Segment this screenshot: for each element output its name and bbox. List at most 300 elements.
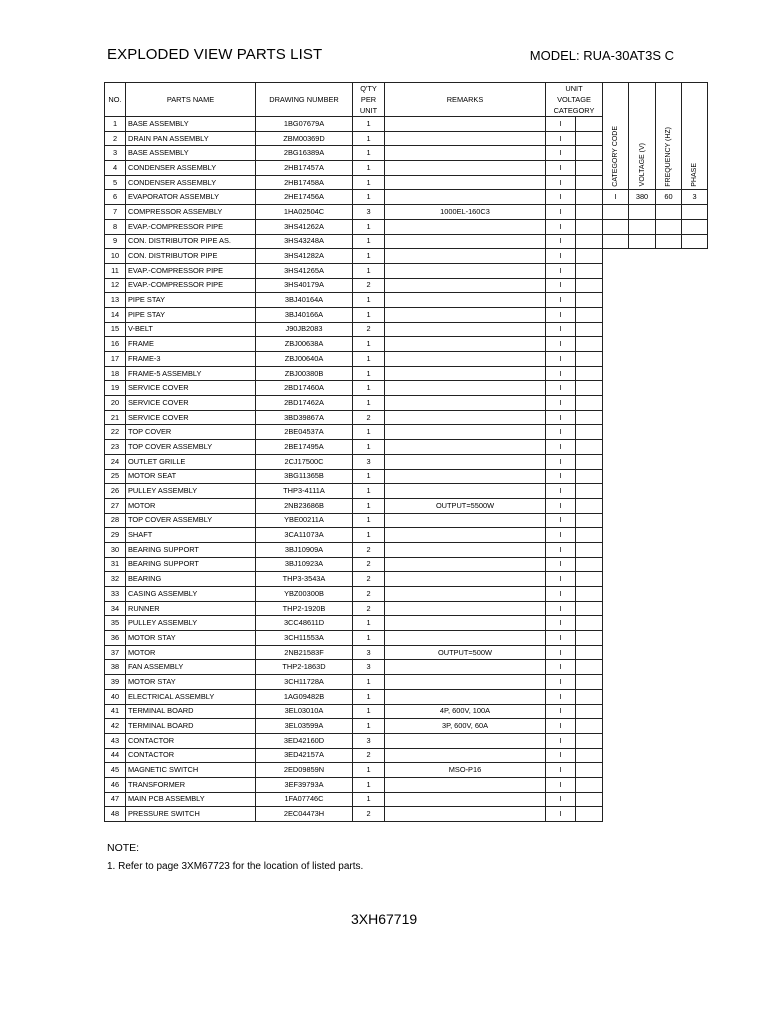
spec-blank-area: [682, 249, 708, 264]
table-row: [105, 263, 708, 278]
row-no: 14: [105, 307, 126, 322]
row-parts-name: SHAFT: [126, 528, 256, 543]
document-number: 3XH67719: [351, 911, 418, 927]
table-row: [105, 557, 708, 572]
row-no: 13: [105, 293, 126, 308]
row-qty: 1: [353, 425, 385, 440]
row-blank-cell: [576, 616, 603, 631]
row-drawing-number: 3BJ10909A: [256, 542, 353, 557]
spec-blank-area: [603, 719, 629, 734]
row-parts-name: OUTLET GRILLE: [126, 454, 256, 469]
spec-blank-area: [682, 396, 708, 411]
spec-blank-area: [682, 454, 708, 469]
spec-blank-area: [603, 498, 629, 513]
spec-blank-area: [603, 675, 629, 690]
row-remarks: [385, 748, 546, 763]
spec-blank-area: [656, 572, 682, 587]
spec-blank-area: [629, 645, 656, 660]
spec-blank-area: [656, 719, 682, 734]
row-remarks: [385, 616, 546, 631]
row-remarks: [385, 469, 546, 484]
spec-blank-area: [656, 542, 682, 557]
table-row: [105, 234, 708, 249]
table-row: [105, 278, 708, 293]
row-no: 32: [105, 572, 126, 587]
spec-blank-area: [682, 440, 708, 455]
header-remarks: REMARKS: [385, 83, 546, 117]
spec-blank-area: [682, 631, 708, 646]
spec-blank-area: [656, 263, 682, 278]
row-qty: 1: [353, 366, 385, 381]
row-parts-name: PIPE STAY: [126, 293, 256, 308]
spec-blank-area: [603, 381, 629, 396]
row-parts-name: FRAME: [126, 337, 256, 352]
spec-blank-area: [656, 396, 682, 411]
row-category: I: [546, 322, 576, 337]
row-qty: 1: [353, 190, 385, 205]
row-category: I: [546, 175, 576, 190]
table-row: [105, 337, 708, 352]
spec-blank-area: [603, 469, 629, 484]
spec-blank-area: [629, 352, 656, 367]
row-no: 46: [105, 777, 126, 792]
row-no: 45: [105, 763, 126, 778]
row-remarks: [385, 807, 546, 822]
spec-blank-area: [629, 278, 656, 293]
spec-header-phase-label: PHASE: [691, 162, 698, 187]
spec-blank-area: [629, 454, 656, 469]
row-blank-cell: [576, 161, 603, 176]
table-row: [105, 454, 708, 469]
row-blank-cell: [576, 146, 603, 161]
spec-blank-area: [682, 719, 708, 734]
spec-header-phase: [682, 83, 708, 190]
row-remarks: [385, 234, 546, 249]
row-drawing-number: ZBM00369D: [256, 131, 353, 146]
table-row: [105, 777, 708, 792]
spec-blank-area: [656, 381, 682, 396]
spec-blank-area: [682, 513, 708, 528]
row-no: 11: [105, 263, 126, 278]
row-category: I: [546, 689, 576, 704]
row-blank-cell: [576, 278, 603, 293]
spec-blank-area: [603, 307, 629, 322]
row-qty: 1: [353, 337, 385, 352]
spec-blank-area: [629, 631, 656, 646]
row-drawing-number: 1HA02504C: [256, 205, 353, 220]
row-remarks: [385, 352, 546, 367]
row-category: I: [546, 733, 576, 748]
row-qty: 2: [353, 807, 385, 822]
table-row: [105, 748, 708, 763]
spec-blank-area: [656, 689, 682, 704]
spec-blank-area: [629, 425, 656, 440]
row-parts-name: BEARING SUPPORT: [126, 557, 256, 572]
row-qty: 1: [353, 131, 385, 146]
spec-value: 380: [629, 190, 656, 205]
row-qty: 1: [353, 631, 385, 646]
row-remarks: [385, 131, 546, 146]
spec-blank-area: [656, 777, 682, 792]
table-row: [105, 396, 708, 411]
row-drawing-number: 3EL03010A: [256, 704, 353, 719]
row-no: 41: [105, 704, 126, 719]
row-category: I: [546, 704, 576, 719]
row-no: 26: [105, 484, 126, 499]
row-qty: 1: [353, 719, 385, 734]
table-row: [105, 322, 708, 337]
row-drawing-number: 3CA11073A: [256, 528, 353, 543]
spec-blank-area: [682, 792, 708, 807]
row-category: I: [546, 792, 576, 807]
row-drawing-number: 3EL03599A: [256, 719, 353, 734]
row-qty: 1: [353, 469, 385, 484]
row-drawing-number: 1BG07679A: [256, 117, 353, 132]
spec-blank-area: [629, 807, 656, 822]
row-drawing-number: 3ED42160D: [256, 733, 353, 748]
spec-blank-area: [656, 469, 682, 484]
row-no: 39: [105, 675, 126, 690]
row-qty: 1: [353, 219, 385, 234]
row-drawing-number: 3HS40179A: [256, 278, 353, 293]
table-header-row: [105, 83, 708, 117]
row-parts-name: ELECTRICAL ASSEMBLY: [126, 689, 256, 704]
row-qty: 1: [353, 513, 385, 528]
row-drawing-number: ZBJ00638A: [256, 337, 353, 352]
row-category: I: [546, 498, 576, 513]
row-qty: 1: [353, 381, 385, 396]
row-blank-cell: [576, 175, 603, 190]
spec-blank-area: [656, 513, 682, 528]
row-category: I: [546, 146, 576, 161]
row-no: 42: [105, 719, 126, 734]
row-parts-name: BASE ASSEMBLY: [126, 117, 256, 132]
spec-blank-area: [656, 704, 682, 719]
row-parts-name: TERMINAL BOARD: [126, 719, 256, 734]
row-blank-cell: [576, 322, 603, 337]
spec-blank-area: [656, 807, 682, 822]
spec-blank-area: [682, 425, 708, 440]
row-qty: 1: [353, 249, 385, 264]
row-qty: 2: [353, 278, 385, 293]
row-qty: 1: [353, 763, 385, 778]
spec-blank-area: [656, 792, 682, 807]
spec-blank-area: [629, 410, 656, 425]
row-drawing-number: 2HB17457A: [256, 161, 353, 176]
row-drawing-number: 3BJ40164A: [256, 293, 353, 308]
spec-blank-area: [682, 528, 708, 543]
row-no: 20: [105, 396, 126, 411]
row-blank-cell: [576, 205, 603, 220]
row-blank-cell: [576, 469, 603, 484]
row-category: I: [546, 161, 576, 176]
spec-empty-cell: [603, 234, 629, 249]
header-drawing-number: DRAWING NUMBER: [256, 83, 353, 117]
row-blank-cell: [576, 293, 603, 308]
row-drawing-number: THP3-4111A: [256, 484, 353, 499]
spec-blank-area: [629, 307, 656, 322]
spec-blank-area: [629, 733, 656, 748]
spec-blank-area: [656, 425, 682, 440]
spec-empty-cell: [603, 219, 629, 234]
row-no: 38: [105, 660, 126, 675]
row-no: 43: [105, 733, 126, 748]
row-blank-cell: [576, 249, 603, 264]
row-drawing-number: 3BJ10923A: [256, 557, 353, 572]
row-drawing-number: 3ED42157A: [256, 748, 353, 763]
row-drawing-number: YBE00211A: [256, 513, 353, 528]
row-remarks: MSO-P16: [385, 763, 546, 778]
row-category: I: [546, 263, 576, 278]
spec-blank-area: [682, 675, 708, 690]
row-no: 36: [105, 631, 126, 646]
spec-blank-area: [629, 660, 656, 675]
table-row: [105, 587, 708, 602]
spec-blank-area: [603, 263, 629, 278]
row-no: 15: [105, 322, 126, 337]
spec-blank-area: [629, 381, 656, 396]
row-no: 48: [105, 807, 126, 822]
table-row: [105, 572, 708, 587]
row-no: 6: [105, 190, 126, 205]
row-category: I: [546, 601, 576, 616]
spec-blank-area: [682, 352, 708, 367]
row-qty: 2: [353, 572, 385, 587]
spec-blank-area: [682, 366, 708, 381]
spec-header-voltage-label: VOLTAGE (V): [638, 143, 646, 187]
spec-blank-area: [629, 542, 656, 557]
row-drawing-number: 3CC48611D: [256, 616, 353, 631]
row-remarks: [385, 777, 546, 792]
row-drawing-number: 3HS43248A: [256, 234, 353, 249]
row-qty: 1: [353, 528, 385, 543]
spec-blank-area: [656, 557, 682, 572]
row-qty: 1: [353, 689, 385, 704]
row-blank-cell: [576, 307, 603, 322]
row-blank-cell: [576, 763, 603, 778]
spec-blank-area: [603, 542, 629, 557]
table-row: [105, 792, 708, 807]
spec-blank-area: [682, 645, 708, 660]
spec-blank-area: [682, 469, 708, 484]
parts-table: [104, 82, 708, 822]
row-parts-name: MOTOR: [126, 645, 256, 660]
table-row: [105, 733, 708, 748]
row-no: 30: [105, 542, 126, 557]
table-row: [105, 498, 708, 513]
spec-empty-cell: [629, 205, 656, 220]
row-category: I: [546, 631, 576, 646]
spec-blank-area: [682, 704, 708, 719]
row-no: 10: [105, 249, 126, 264]
row-blank-cell: [576, 733, 603, 748]
row-category: I: [546, 352, 576, 367]
row-no: 27: [105, 498, 126, 513]
row-no: 23: [105, 440, 126, 455]
row-parts-name: TOP COVER: [126, 425, 256, 440]
spec-blank-area: [656, 440, 682, 455]
row-category: I: [546, 557, 576, 572]
row-qty: 3: [353, 205, 385, 220]
table-row: [105, 469, 708, 484]
row-qty: 3: [353, 645, 385, 660]
row-blank-cell: [576, 807, 603, 822]
spec-blank-area: [603, 763, 629, 778]
spec-header-frequency: [656, 83, 682, 190]
spec-blank-area: [682, 542, 708, 557]
row-no: 2: [105, 131, 126, 146]
spec-blank-area: [603, 454, 629, 469]
row-remarks: OUTPUT=500W: [385, 645, 546, 660]
row-parts-name: BASE ASSEMBLY: [126, 146, 256, 161]
spec-blank-area: [603, 249, 629, 264]
row-category: I: [546, 293, 576, 308]
row-category: I: [546, 513, 576, 528]
spec-blank-area: [629, 572, 656, 587]
row-parts-name: COMPRESSOR ASSEMBLY: [126, 205, 256, 220]
row-blank-cell: [576, 704, 603, 719]
table-row: [105, 675, 708, 690]
row-parts-name: CONTACTOR: [126, 733, 256, 748]
row-parts-name: MOTOR STAY: [126, 675, 256, 690]
row-drawing-number: 2EC04473H: [256, 807, 353, 822]
spec-empty-cell: [656, 234, 682, 249]
row-qty: 2: [353, 542, 385, 557]
row-remarks: [385, 587, 546, 602]
row-remarks: [385, 307, 546, 322]
spec-blank-area: [656, 763, 682, 778]
spec-value: I: [603, 190, 629, 205]
row-parts-name: FRAME-3: [126, 352, 256, 367]
row-category: I: [546, 469, 576, 484]
row-no: 21: [105, 410, 126, 425]
spec-blank-area: [603, 689, 629, 704]
row-blank-cell: [576, 542, 603, 557]
row-drawing-number: J90JB2083: [256, 322, 353, 337]
row-remarks: [385, 660, 546, 675]
row-remarks: [385, 219, 546, 234]
row-qty: 1: [353, 307, 385, 322]
spec-blank-area: [603, 587, 629, 602]
spec-blank-area: [603, 352, 629, 367]
header-parts-name: PARTS NAME: [126, 83, 256, 117]
row-blank-cell: [576, 454, 603, 469]
row-category: I: [546, 381, 576, 396]
row-blank-cell: [576, 719, 603, 734]
row-parts-name: CON. DISTRIBUTOR PIPE AS.: [126, 234, 256, 249]
spec-blank-area: [603, 528, 629, 543]
row-blank-cell: [576, 117, 603, 132]
spec-blank-area: [682, 307, 708, 322]
row-remarks: [385, 601, 546, 616]
table-row: [105, 219, 708, 234]
row-qty: 1: [353, 146, 385, 161]
table-row: [105, 293, 708, 308]
row-category: I: [546, 777, 576, 792]
spec-blank-area: [656, 675, 682, 690]
row-no: 7: [105, 205, 126, 220]
row-remarks: [385, 146, 546, 161]
row-remarks: [385, 381, 546, 396]
row-parts-name: RUNNER: [126, 601, 256, 616]
row-category: I: [546, 396, 576, 411]
row-remarks: [385, 410, 546, 425]
row-no: 5: [105, 175, 126, 190]
row-no: 31: [105, 557, 126, 572]
spec-blank-area: [603, 616, 629, 631]
spec-blank-area: [656, 631, 682, 646]
spec-blank-area: [682, 660, 708, 675]
spec-blank-area: [682, 807, 708, 822]
spec-blank-area: [629, 763, 656, 778]
row-category: I: [546, 440, 576, 455]
row-remarks: [385, 263, 546, 278]
table-row: [105, 631, 708, 646]
spec-blank-area: [603, 792, 629, 807]
row-blank-cell: [576, 381, 603, 396]
row-parts-name: CONDENSER ASSEMBLY: [126, 161, 256, 176]
row-parts-name: TERMINAL BOARD: [126, 704, 256, 719]
spec-blank-area: [603, 513, 629, 528]
row-drawing-number: ZBJ00640A: [256, 352, 353, 367]
table-row: [105, 249, 708, 264]
spec-blank-area: [603, 278, 629, 293]
spec-blank-area: [603, 777, 629, 792]
row-drawing-number: 2CJ17500C: [256, 454, 353, 469]
spec-value: 3: [682, 190, 708, 205]
spec-blank-area: [603, 704, 629, 719]
row-qty: 1: [353, 792, 385, 807]
spec-blank-area: [656, 337, 682, 352]
spec-blank-area: [682, 263, 708, 278]
row-drawing-number: 3BJ40166A: [256, 307, 353, 322]
spec-empty-cell: [629, 219, 656, 234]
row-qty: 1: [353, 175, 385, 190]
row-drawing-number: YBZ00300B: [256, 587, 353, 602]
row-drawing-number: 3CH11728A: [256, 675, 353, 690]
row-no: 3: [105, 146, 126, 161]
spec-blank-area: [603, 601, 629, 616]
spec-blank-area: [682, 587, 708, 602]
spec-blank-area: [603, 645, 629, 660]
row-category: I: [546, 337, 576, 352]
row-blank-cell: [576, 234, 603, 249]
table-row: [105, 528, 708, 543]
row-blank-cell: [576, 513, 603, 528]
row-blank-cell: [576, 396, 603, 411]
row-category: I: [546, 425, 576, 440]
table-row: [105, 704, 708, 719]
row-parts-name: PIPE STAY: [126, 307, 256, 322]
row-no: 34: [105, 601, 126, 616]
row-no: 24: [105, 454, 126, 469]
row-blank-cell: [576, 131, 603, 146]
row-remarks: [385, 631, 546, 646]
spec-blank-area: [603, 322, 629, 337]
row-category: I: [546, 366, 576, 381]
row-qty: 2: [353, 410, 385, 425]
row-category: I: [546, 719, 576, 734]
row-parts-name: TOP COVER ASSEMBLY: [126, 513, 256, 528]
row-qty: 1: [353, 396, 385, 411]
spec-blank-area: [656, 660, 682, 675]
table-row: [105, 366, 708, 381]
row-drawing-number: 2HE17456A: [256, 190, 353, 205]
row-drawing-number: 3HS41282A: [256, 249, 353, 264]
row-blank-cell: [576, 352, 603, 367]
row-no: 16: [105, 337, 126, 352]
row-qty: 1: [353, 352, 385, 367]
